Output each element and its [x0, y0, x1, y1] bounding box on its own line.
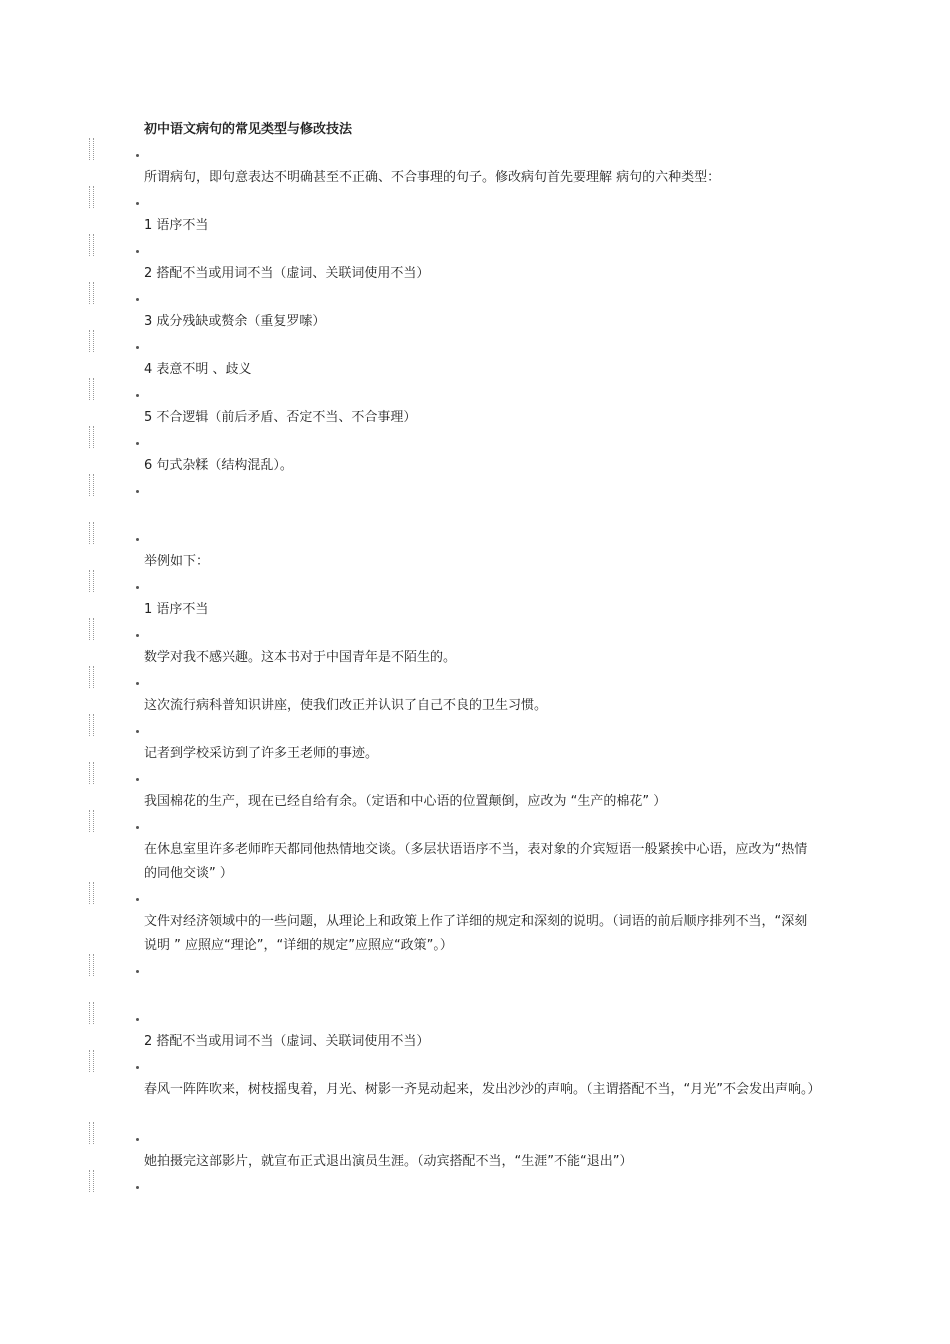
- section1-heading: 1 语序不当: [144, 602, 209, 617]
- paragraph-dot: [136, 634, 139, 637]
- margin-mark: [89, 234, 94, 256]
- margin-mark: [89, 762, 94, 784]
- examples-heading: 举例如下：: [144, 554, 210, 569]
- margin-mark: [89, 1002, 94, 1024]
- section1-example-5: 在休息室里许多老师昨天都同他热情地交谈。（多层状语语序不当，表对象的介宾短语一般紧挨中心语，应改为“热情的同他交谈” ）: [144, 842, 808, 881]
- margin-mark: [89, 282, 94, 304]
- section1-example-2: 这次流行病科普知识讲座，使我们改正并认识了自己不良的卫生习惯。: [144, 698, 548, 713]
- margin-mark: [89, 522, 94, 544]
- margin-mark: [89, 810, 94, 832]
- paragraph-dot: [136, 778, 139, 781]
- section1-example-4: 我国棉花的生产，现在已经自给有余。（定语和中心语的位置颠倒，应改为 “生产的棉花” ）: [144, 794, 667, 809]
- document-title: 初中语文病句的常见类型与修改技法: [144, 122, 353, 137]
- paragraph-dot: [136, 586, 139, 589]
- paragraph-dot: [136, 826, 139, 829]
- paragraph-dot: [136, 1066, 139, 1069]
- paragraph-dot: [136, 346, 139, 349]
- type-item-3: 3 成分残缺或赘余（重复罗嗦）: [144, 314, 326, 329]
- paragraph-dot: [136, 898, 139, 901]
- section1-example-3: 记者到学校采访到了许多王老师的事迹。: [144, 746, 379, 761]
- paragraph-dot: [136, 298, 139, 301]
- margin-mark: [89, 330, 94, 352]
- margin-mark: [89, 474, 94, 496]
- section2-heading: 2 搭配不当或用词不当（虚词、关联词使用不当）: [144, 1034, 430, 1049]
- section1-example-1: 数学对我不感兴趣。这本书对于中国青年是不陌生的。: [144, 650, 457, 665]
- margin-mark: [89, 666, 94, 688]
- type-item-1: 1 语序不当: [144, 218, 209, 233]
- intro-paragraph: 所谓病句，即句意表达不明确甚至不正确、不合事理的句子。修改病句首先要理解 病句的六种类型：: [144, 170, 721, 185]
- margin-mark: [89, 618, 94, 640]
- margin-mark: [89, 186, 94, 208]
- paragraph-dot: [136, 490, 139, 493]
- margin-mark: [89, 426, 94, 448]
- paragraph-dot: [136, 202, 139, 205]
- section1-example-6: 文件对经济领域中的一些问题，从理论上和政策上作了详细的规定和深刻的说明。（词语的前后顺序排列不当，“深刻说明 ” 应照应“理论”，“详细的规定”应照应“政策”。）: [144, 914, 808, 953]
- margin-mark: [89, 1122, 94, 1144]
- paragraph-dot: [136, 250, 139, 253]
- margin-mark: [89, 882, 94, 904]
- section2-example-1: 春风一阵阵吹来，树枝摇曳着，月光、树影一齐晃动起来，发出沙沙的声响。（主谓搭配不当，“月光”不会发出声响。）: [144, 1082, 821, 1097]
- paragraph-dot: [136, 730, 139, 733]
- paragraph-dot: [136, 970, 139, 973]
- type-item-6: 6 句式杂糅（结构混乱）。: [144, 458, 293, 473]
- section2-example-2: 她拍摄完这部影片，就宣布正式退出演员生涯。（动宾搭配不当，“生涯”不能“退出”）: [144, 1154, 633, 1169]
- paragraph-dot: [136, 1138, 139, 1141]
- margin-mark: [89, 954, 94, 976]
- paragraph-dot: [136, 154, 139, 157]
- paragraph-dot: [136, 394, 139, 397]
- paragraph-dot: [136, 538, 139, 541]
- type-item-5: 5 不合逻辑（前后矛盾、否定不当、不合事理）: [144, 410, 417, 425]
- type-item-2: 2 搭配不当或用词不当（虚词、关联词使用不当）: [144, 266, 430, 281]
- margin-mark: [89, 1050, 94, 1072]
- margin-mark: [89, 378, 94, 400]
- paragraph-dot: [136, 442, 139, 445]
- paragraph-dot: [136, 1186, 139, 1189]
- type-item-4: 4 表意不明 、歧义: [144, 362, 252, 377]
- margin-mark: [89, 714, 94, 736]
- paragraph-dot: [136, 682, 139, 685]
- paragraph-dot: [136, 1018, 139, 1021]
- margin-mark: [89, 1170, 94, 1192]
- margin-mark: [89, 138, 94, 160]
- margin-mark: [89, 570, 94, 592]
